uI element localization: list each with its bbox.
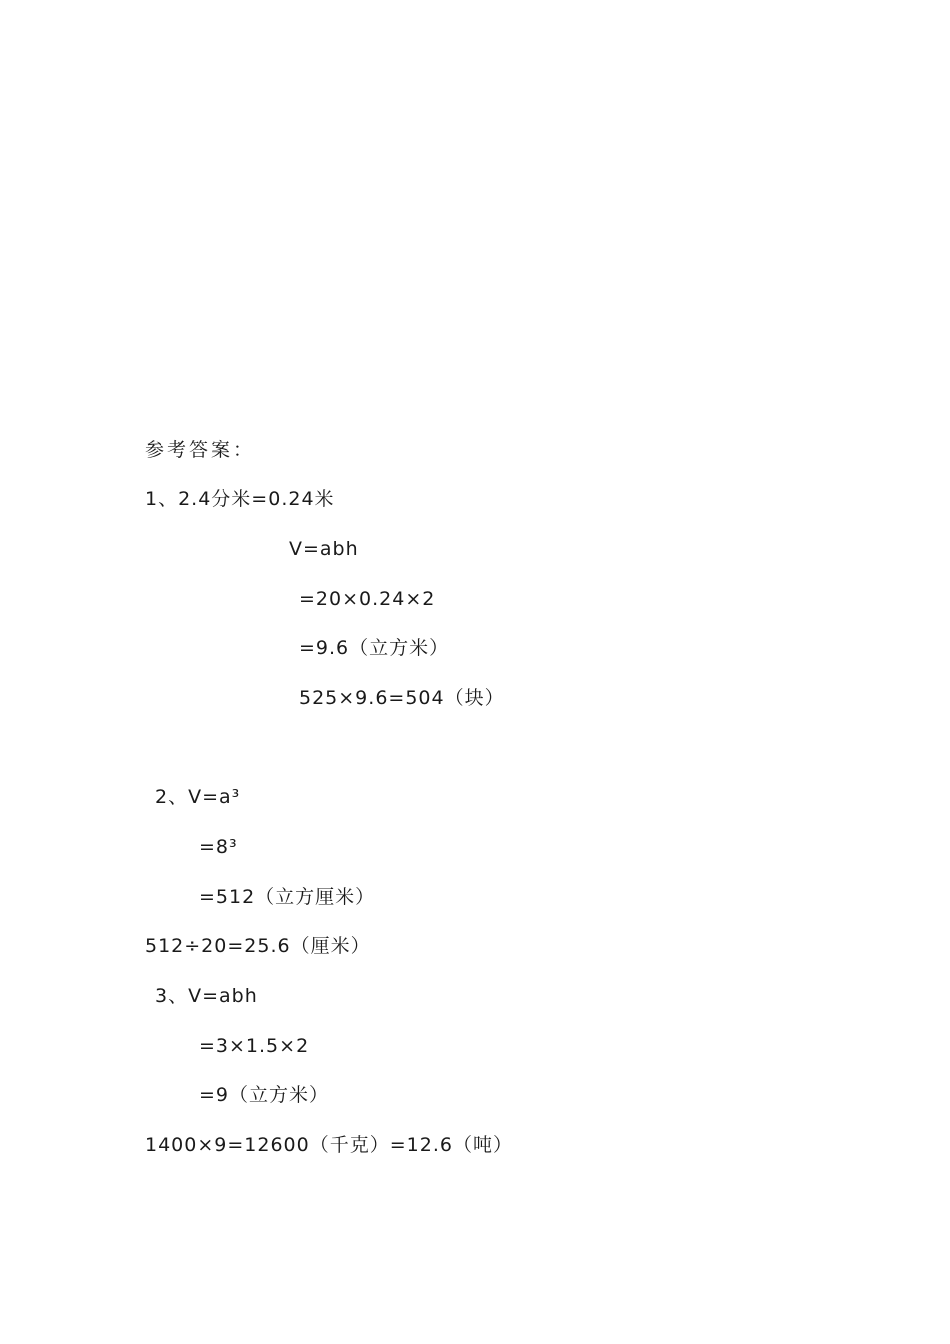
q3-line-2: =3×1.5×2 [199, 1035, 310, 1057]
q2-line-2: =8³ [199, 836, 238, 858]
q3-line-4: 1400×9=12600（千克）=12.6（吨） [145, 1134, 513, 1156]
q1-line-4: =9.6（立方米） [299, 637, 450, 659]
q1-line-3: =20×0.24×2 [299, 588, 436, 610]
q1-line-1: 1、2.4分米=0.24米 [145, 488, 335, 510]
q1-line-5: 525×9.6=504（块） [299, 687, 505, 709]
q2-line-3: =512（立方厘米） [199, 886, 376, 908]
q3-line-1: 3、V=abh [155, 985, 258, 1007]
q3-line-3: =9（立方米） [199, 1084, 330, 1106]
q2-line-1: 2、V=a³ [155, 786, 241, 808]
answer-heading: 参考答案： [145, 439, 256, 461]
q2-line-4: 512÷20=25.6（厘米） [145, 935, 371, 957]
q1-line-2: V=abh [289, 538, 359, 560]
